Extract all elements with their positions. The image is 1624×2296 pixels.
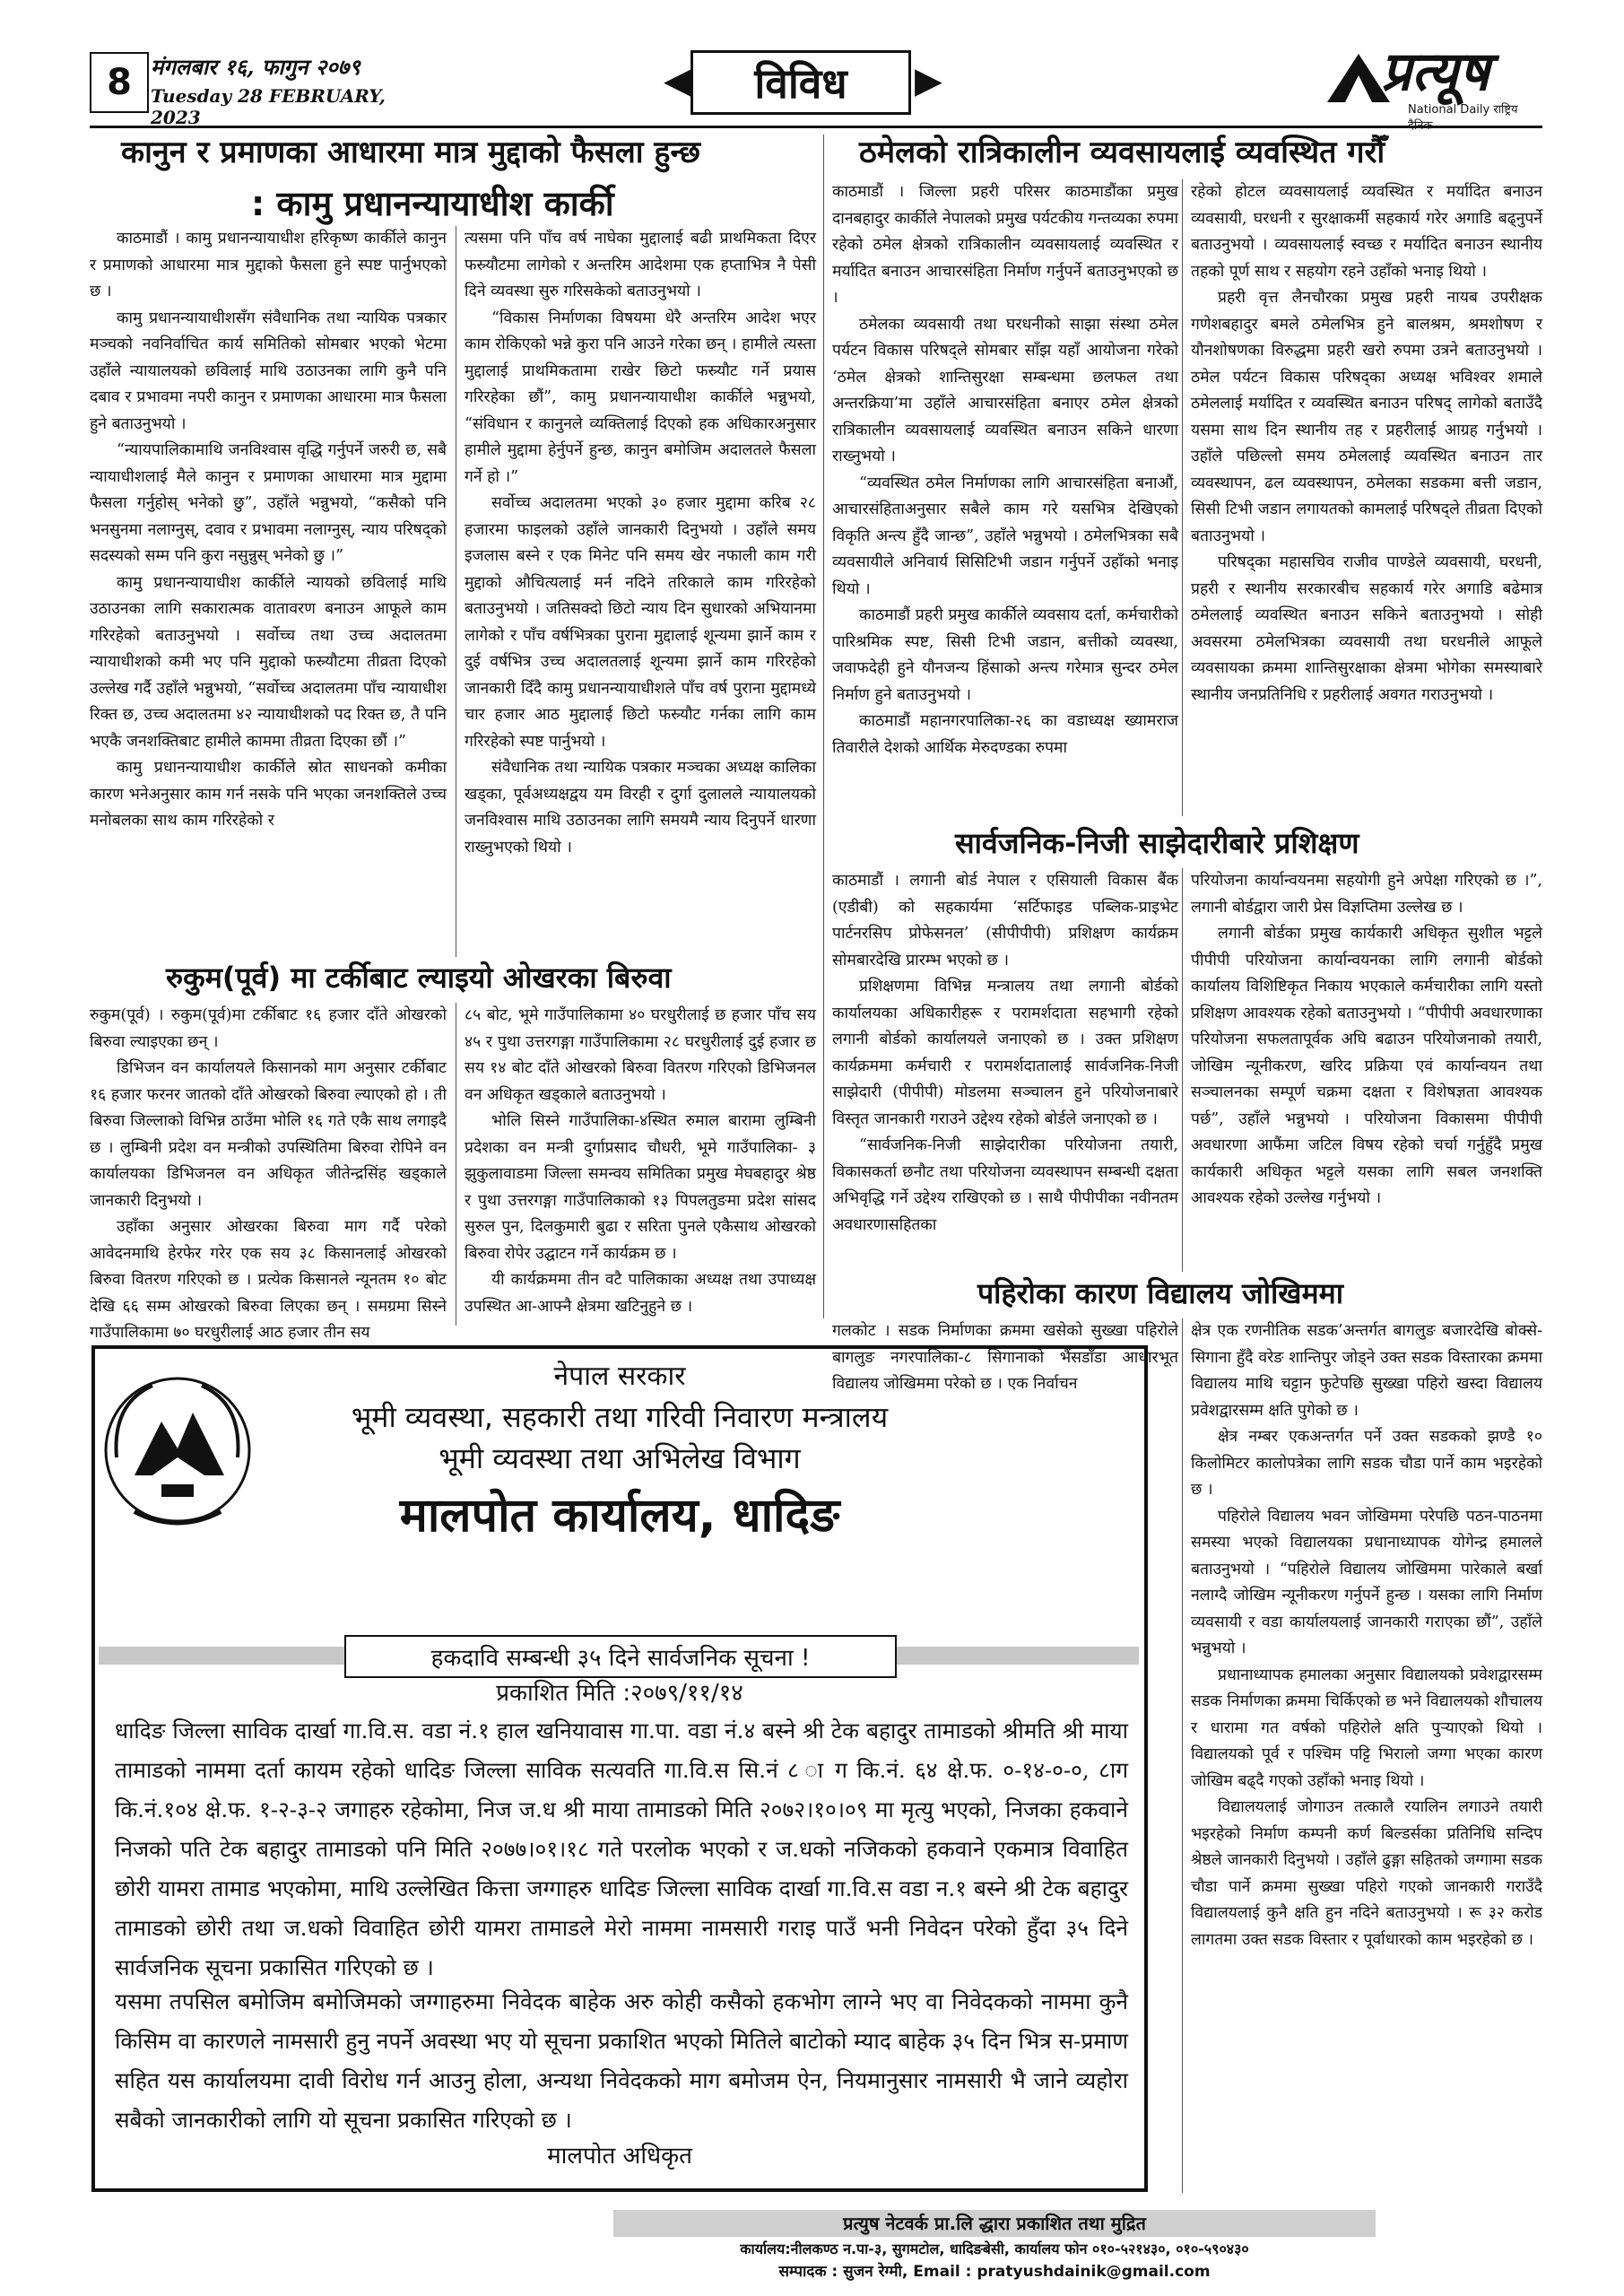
column-rule	[1182, 1318, 1183, 2193]
paragraph: प्रहरी वृत्त लैनचौरका प्रमुख प्रहरी नायब उपरीक्षक गणेशबहादुर बमले ठमेलभित्र हुने बालश्रम, श्रमशोषण र यौनशोषणका विरुद्धमा प्रहरी खरो रुपमा उत्रने बताउनुभयो । ठमेल पर्यटन विकास परिषद्का अध्यक्ष भविश्वर शमाले ठमेललाई मर्यादित र व्यवस्थित बनाउन परिषद् लागेको बताउँदै यसमा साथ दिन स्थानीय तह र प्रहरीलाई आग्रह गर्नुभयो । उहाँले पछिल्लो समय ठमेललाई व्यवस्थित बनाउन तार व्यवस्थापन, ढल व्यवस्थापन, ठमेलका सडकमा बत्ती जडान, सिसी टिभी जडान लगायतको कामलाई परिषद्ले तीव्रता दिएको बताउनुभयो ।	[1191, 289, 1542, 545]
arrow-right-icon: ▶	[915, 60, 942, 101]
paragraph: विद्यालयलाई जोगाउन तत्कालै रयालिन लगाउने तयारी भइरहेको निर्माण कम्पनी कर्ण बिल्डर्सका प्रतिनिधि सन्दिप श्रेष्ठले जानकारी दिनुभयो । उहाँले ढुङ्गा सहितको जग्गामा सडक चौडा पार्ने क्रममा सुख्खा पहिरो गएको जानकारी गराउँदै विद्यालयलाई कुनै क्षति हुन नदिने बताउनुभयो । रू ३२ करोड लागतमा उक्त सडक विस्तार र पूर्वाधारको काम भइरहेको छ ।	[1191, 1798, 1542, 1949]
headline-a5: पहिरोका कारण विद्यालय जोखिममा	[977, 1276, 1344, 1310]
paragraph: ठमेलका व्यवसायी तथा घरधनीको साझा संस्था ठमेल पर्यटन विकास परिषद्ले सोमबार साँझ यहाँ आयोजना गरेको ‘ठमेल क्षेत्रको शान्तिसुरक्षा सम्बन्धमा छलफल तथा अन्तरक्रिया’मा उहाँले आचारसंहिता बनाएर ठमेल क्षेत्रको रात्रिकालीन व्यवसायलाई व्यवस्थित बनाउन सकिने धारणा राख्नुभयो ।	[832, 315, 1178, 465]
paragraph: गलकोट । सडक निर्माणका क्रममा खसेको सुख्खा पहिरोले बागलुङ नगरपालिका-८ सिगानाको भैंसडाँडा आधारभूत विद्यालय जोखिममा परेको छ । एक निर्वाचन	[832, 1322, 1178, 1393]
section-title: विविध	[690, 50, 911, 115]
footer-publisher: प्रत्युष नेटवर्क प्रा.लि द्धारा प्रकाशित तथा मुद्रित	[843, 2213, 1146, 2234]
paragraph: “व्यवस्थित ठमेल निर्माणका लागि आचारसंहिता बनाऔं, आचारसंहिताअनुसार सबैले काम गरे यसभित्र देखिएको विकृति अन्त्य हुँदै जान्छ”, उहाँले भन्नुभयो । ठमेलभित्रका सबै व्यवसायीले अनिवार्य सिसिटिभी जडान गर्नुपर्ने उहाँको भनाइ थियो ।	[832, 474, 1178, 598]
footer-email-link[interactable]: pratyushdainik@gmail.com	[977, 2263, 1211, 2281]
notice-heading: हकदावि सम्बन्धी ३५ दिने सार्वजनिक सूचना !	[344, 1635, 897, 1678]
notice-department: भूमी व्यवस्था तथा अभिलेख विभाग	[439, 1441, 801, 1475]
paragraph: संवैधानिक तथा न्यायिक पत्रकार मञ्चका अध्यक्ष कालिका खड्का, पूर्वअध्यक्षद्वय यम विरही र दुर्गा दुलालले न्यायालयको जनविश्वास माथि उठाउनका लागि समयमै न्याय दिनुपर्ने धारणा राख्नुभएको थियो ।	[465, 759, 816, 857]
footer-editor-line	[613, 2260, 1376, 2283]
paragraph: लगानी बोर्डका प्रमुख कार्यकारी अधिकृत सुशील भट्टले पीपीपी परियोजना कार्यान्वयनका लागि लगानी बोर्डको कार्यालय विशिष्टिकृत निकाय भएकाले कर्मचारीका लागि यस्तो प्रशिक्षण आवश्यक रहेको बताउनुभयो । “पीपीपी अवधारणाका परियोजना सफलतापूर्वक अघि बढाउन परियोजनाको तयारी, जोखिम न्यूनीकरण, खरिद प्रक्रिया एवं कार्यान्वयन तथा सञ्चालनका सम्पूर्ण चक्रमा दक्षता र विशेषज्ञता आवश्यक पर्छ”, उहाँले भन्नुभयो । परियोजना विकासमा पीपीपी अवधारणा आफैंमा जटिल विषय रहेको चर्चा गर्नुहुँदै प्रमुख कार्यकारी अधिकृत भट्टले यसका लागि सबल जनशक्ति आवश्यक रहेको उल्लेख गर्नुभयो ।	[1191, 925, 1542, 1207]
notice-office: मालपोत कार्यालय, धादिङ	[399, 1489, 840, 1543]
paragraph: पहिरोले विद्यालय भवन जोखिममा परेपछि पठन-पाठनमा समस्या भएको विद्यालयका प्रधानाध्यापक योगेन्द्र हमालले बताउनुभयो । “पहिरोले विद्यालय जोखिममा पारेकाले बर्खा नलाग्दै जोखिम न्यूनीकरण गर्नुपर्ने हुन्छ । यसका लागि निर्माण व्यवसायी र वडा कार्यालयलाई जानकारी गराएका छौं”, उहाँले भन्नुभयो ।	[1191, 1507, 1542, 1657]
paragraph: त्यसमा पनि पाँच वर्ष नाघेका मुद्दालाई बढी प्राथमिकता दिएर फस्र्यौटमा लागेको र अन्तरिम आदेशमा एक हप्ताभित्र नै पेसी दिने व्यवस्था सुरु गरिसकेको बताउनुभयो ।	[465, 230, 816, 300]
paragraph: क्षेत्र नम्बर एकअन्तर्गत पर्ने उक्त सडकको झण्डै १० किलोमिटर कालोपत्रेका लागि सडक चौडा पार्ने काम भइरहेको छ ।	[1191, 1428, 1542, 1499]
paragraph: सर्वोच्च अदालतमा भएको ३० हजार मुद्दामा करिब २८ हजारमा फाइलको उहाँले जानकारी दिनुभयो । उहाँले समय इजलास बस्ने र एक मिनेट पनि समय खेर नफाली काम गरी मुद्दाको औचित्यलाई मर्न नदिने तरिकाले काम गरिरहेको बताउनुभयो । जतिसक्दो छिटो न्याय दिन सुधारको अभियानमा लागेको र पाँच वर्षभित्रका पुराना मुद्दालाई शून्यमा झार्ने काम र दुई वर्षभित्र उच्च अदालतलाई शून्यमा झार्ने काम गरिरहेको जानकारी दिँदै कामु प्रधानन्यायाधीशले पाँच वर्ष पुराना मुद्दामध्ये चार हजार आठ मुद्दालाई छिटो फस्र्यौट गर्नका लागि काम गरिरहेको स्पष्ट पार्नुभयो ।	[465, 494, 816, 751]
paragraph: रहेको होटल व्यवसायलाई व्यवस्थित र मर्यादित बनाउन व्यवसायी, घरधनी र सुरक्षाकर्मी सहकार्य गरेर अगाडि बढ्नुपर्ने बताउनुभयो । व्यवसायलाई स्वच्छ र मर्यादित बनाउन स्थानीय तहको पूर्ण साथ र सहयोग रहने उहाँको भनाइ थियो ।	[1191, 183, 1542, 281]
page-number: 8	[90, 52, 149, 113]
header-rule	[90, 126, 1542, 128]
headline-a1-line2: : कामु प्रधानन्यायाधीश कार्की	[251, 184, 614, 223]
paragraph: कामु प्रधानन्यायाधीश कार्कीले स्रोत साधनको कमीका कारण भनेअनुसार काम गर्न नसके पनि भएका जनशक्तिले उच्च मनोबलका साथ काम गरिरहेको र	[90, 759, 447, 830]
paragraph: काठमाडौं । लगानी बोर्ड नेपाल र एसियाली विकास बैंक (एडीबी) को सहकार्यमा ‘सर्टिफाइड पब्लिक-प्राइभेट पार्टनरसिप प्रोफेसनल’ (सीपीपीपी) प्रशिक्षण कार्यक्रम सोमबारदेखि प्रारम्भ भएको छ ।	[832, 872, 1178, 970]
paragraph: डिभिजन वन कार्यालयले किसानको माग अनुसार टर्कीबाट १६ हजार फरनर जातको दाँते ओखरको बिरुवा ल्याएको हो । ती बिरुवा जिल्लाको विभिन्न ठाउँमा भोलि १६ गते एकै साथ लगाइदै छ । लुम्बिनी प्रदेश वन मन्त्रीको उपस्थितिमा बिरुवा रोपिने वन कार्यालयका डिभिजनल वन अधिकृत जीतेन्द्रसिंह खड्काले जानकारी दिनुभयो ।	[90, 1059, 447, 1210]
paragraph: भोलि सिस्ने गाउँपालिका-४स्थित रुमाल बारामा लुम्बिनी प्रदेशका वन मन्त्री दुर्गाप्रसाद चौधरी, भूमे गाउँपालिका- ३ झुकुलावाडमा जिल्ला समन्वय समितिका प्रमुख मेघबहादुर श्रेष्ठ र पुथा उत्तरगङ्गा गाउँपालिकाको १३ पिपलतुङमा प्रदेश सांसद सुरुल पुन, दिलकुमारी बुढा र सरिता पुनले एकैसाथ ओखरको बिरुवा रोपेर उद्घाटन गर्ने कार्यक्रम छ ।	[465, 1112, 816, 1263]
column-rule	[823, 135, 824, 1318]
paragraph: काठमाडौं प्रहरी प्रमुख कार्कीले व्यवसाय दर्ता, कर्मचारीको पारिश्रमिक स्पष्ट, सिसी टिभी जडान, बत्तीको व्यवस्था, जवाफदेही हुने यौनजन्य हिंसाको अन्त्य गरेमात्र सुन्दर ठमेल निर्माण हुने बताउनुभयो ।	[832, 606, 1178, 704]
paragraph: काठमाडौं महानगरपालिका-२६ का वडाध्यक्ष ख्यामराज तिवारीले देशको आर्थिक मेरुदण्डका रुपमा	[832, 712, 1178, 757]
paragraph: रुकुम(पूर्व) । रुकुम(पूर्व)मा टर्कीबाट १६ हजार दाँते ओखरको बिरुवा ल्याइएका छन् ।	[90, 1006, 447, 1051]
headline-a4: सार्वजनिक-निजी साझेदारीबारे प्रशिक्षण	[955, 826, 1359, 860]
headline-a3: रुकुम(पूर्व) मा टर्कीबाट ल्याइयो ओखरका बिरुवा	[166, 961, 672, 995]
logo-text: प्रत्यूष	[1381, 40, 1490, 103]
paragraph: “सार्वजनिक-निजी साझेदारीका परियोजना तयारी, विकासकर्ता छनौट तथा परियोजना व्यवस्थापन सम्बन्धी दक्षता अभिवृद्धि गर्ने उद्देश्य राखिएको छ । साथै पीपीपीका नवीनतम अवधारणासहितका	[832, 1136, 1178, 1234]
notice-paragraph-2: यसमा तपसिल बमोजिम बमोजिमको जग्गाहरुमा निवेदक बाहेक अरु कोही कसैको हकभोग लाग्ने भए वा निवेदकको नाममा कुनै किसिम वा कारणले नामसारी हुनु नपर्ने अवस्था भए यो सूचना प्रकाशित भएको मितिले बाटोको म्याद बाहेक ३५ दिन भित्र स-प्रमाण सहित यस कार्यालयमा दावी विरोध गर्न आउनु होला, अन्यथा निवेदकको माग बमोजम ऐन, नियमानुसार नामसारी भै जाने व्यहोरा सबैको जानकारीको लागि यो सूचना प्रकासित गरिएको छ ।	[115, 1988, 1128, 2133]
paragraph: “न्यायपालिकामाथि जनविश्वास वृद्धि गर्नुपर्ने जरुरी छ, सबै न्यायाधीशलाई मैले कानुन र प्रमाणका आधारमा मात्र मुद्दामा फैसला गर्नुहोस् भनेको छु”, उहाँले भन्नुभयो, “कसैको पनि भनसुनमा नलाग्नुस्, दवाव र प्रभावमा नलाग्नुस्, न्याय परिषद्को सदस्यको सम्म पनि कुरा नसुन्नुस् भनेको छु ।”	[90, 441, 447, 565]
column-rule	[1182, 179, 1183, 816]
paragraph: प्रधानाध्यापक हमालका अनुसार विद्यालयको प्रवेशद्वारसम्म सडक निर्माणका क्रममा चिर्किएको छ भने विद्यालयको शौचालय र धारामा गत वर्षको पहिरोले क्षति पुऱ्याएको थियो । विद्यालयको पूर्व र पश्चिम पट्टि भिरालो जग्गा भएका कारण जोखिम बढ्दै गएको उहाँको भनाइ थियो ।	[1191, 1665, 1542, 1790]
nepal-emblem-icon	[99, 1368, 256, 1534]
paragraph: काठमाडौं । जिल्ला प्रहरी परिसर काठमाडौंका प्रमुख दानबहादुर कार्कीले नेपालको प्रमुख पर्यटकीय गन्तव्यका रुपमा रहेको ठमेल क्षेत्रको रात्रिकालीन व्यवसायलाई व्यवस्थित र मर्यादित बनाउन आचारसंहिता निर्माण गर्नुपर्ने बताउनुभएको छ ।	[832, 183, 1178, 307]
article-a2-col1	[832, 179, 1178, 761]
article-a2-col2	[1191, 179, 1542, 709]
article-a1-col1	[90, 226, 447, 835]
notice-published-date: प्रकाशित मिति :२०७९/११/१४	[496, 1680, 743, 1707]
paragraph: प्रशिक्षणमा विभिन्न मन्त्रालय तथा लगानी बोर्डको कार्यालयका अधिकारीहरू र परामर्शदाता सहभागी रहेको लगानी बोर्डको कार्यालयले जनाएको छ । उक्त प्रशिक्षण कार्यक्रममा कर्मचारी र परामर्शदातालाई सार्वजनिक-निजी साझेदारी (पीपीपी) मोडलमा सञ्चालन हुने परियोजनाबारे विस्तृत जानकारी गराउने उद्देश्य रहेको बोर्डले जनाएको छ ।	[832, 978, 1178, 1128]
date-nepali: मंगलबार १६, फागुन २०७९	[151, 54, 360, 80]
article-a3-col1	[90, 1003, 447, 1347]
paragraph: काठमाडौं । कामु प्रधानन्यायाधीश हरिकृष्ण कार्कीले कानुन र प्रमाणको आधारमा मात्र मुद्दाको फैसला हुने स्पष्ट पार्नुभएको छ ।	[90, 230, 447, 300]
date-block	[151, 52, 429, 128]
footer	[613, 2208, 1376, 2283]
paragraph: परिषद्का महासचिव राजीव पाण्डेले व्यवसायी, घरधनी, प्रहरी र स्थानीय सरकारबीच सहकार्य गरेर अगाडि बढेमात्र ठमेललाई व्यवस्थित बनाउन सकिने बताउनुभयो । सोही अवसरमा ठमेलभित्रका व्यवसायी तथा घरधनीले आफूले व्यवसायका क्रममा शान्तिसुरक्षाका क्षेत्रमा भोगेका समस्याबारे स्थानीय जनप्रतिनिधि र प्रहरीलाई अवगत गराउनुभयो ।	[1191, 553, 1542, 704]
notice-signature: मालपोत अधिकृत	[547, 2143, 692, 2170]
headline-a2: ठमेलको रात्रिकालीन व्यवसायलाई व्यवस्थित गरौँ	[859, 135, 1385, 170]
date-english: Tuesday 28 FEBRUARY, 2023	[151, 85, 386, 128]
article-a4-col2	[1191, 868, 1542, 1213]
paragraph: “विकास निर्माणका विषयमा धेरै अन्तरिम आदेश भएर काम रोकिएको भन्ने कुरा पनि आउने गरेका छन् । हामीले त्यस्ता मुद्दालाई प्राथमिकतामा राखेर छिटो फस्र्यौट गर्ने प्रयास गरिरहेका छौं”, कामु प्रधानन्यायाधीश कार्कीले भन्नुभयो, “संविधान र कानुनले व्यक्तिलाई दिएको हक अधिकारअनुसार हामीले मुद्दामा हेर्नुपर्ने हुन्छ, कानुन बमोजिम अदालतले फैसला गर्ने हो ।”	[465, 309, 816, 486]
footer-editor: सम्पादक : सुजन रेग्मी, Email :	[778, 2263, 977, 2281]
article-a4-col1	[832, 868, 1178, 1239]
paragraph: ८५ बोट, भूमे गाउँपालिकामा ४० घरधुरीलाई छ हजार पाँच सय ४५ र पुथा उत्तरगङ्गा गाउँपालिकामा २८ घरधुरीलाई दुई हजार छ सय १४ बोट दाँते ओखरको बिरुवा वितरण गरिएको डिभिजनल वन अधिकृत खड्काले बताउनुभयो ।	[465, 1006, 816, 1104]
paragraph: परियोजना कार्यान्वयनमा सहयोगी हुने अपेक्षा गरिएको छ ।”, लगानी बोर्डद्वारा जारी प्रेस विज्ञप्तिमा उल्लेख छ ।	[1191, 872, 1542, 917]
arrow-left-icon: ◀	[664, 60, 691, 101]
paragraph: कामु प्रधानन्यायाधीशसँग संवैधानिक तथा न्यायिक पत्रकार मञ्चको नवनिर्वाचित कार्य समितिको सोमबार भएको भेटमा उहाँले न्यायालयको छविलाई माथि उठाउनका लागि कुनै पनि दबाव र प्रभावमा नपरी कानुन र प्रमाणका आधारमा मात्र फैसला हुने बताउनुभयो ।	[90, 309, 447, 433]
article-a5-col2	[1191, 1318, 1542, 1953]
masthead-logo	[1318, 40, 1542, 133]
logo-subtitle: National Daily राष्ट्रिय दैनिक	[1408, 103, 1518, 133]
paragraph: उहाँका अनुसार ओखरका बिरुवा माग गर्दै परेको आवेदनमाथि हेरफेर गरेर एक सय ३८ किसानलाई ओखरको बिरुवा वितरण गरिएको छ । प्रत्येक किसानले न्यूनतम १० बोट देखि ६६ सम्म ओखरको बिरुवा लिएका छन् । समग्रमा सिस्ने गाउँपालिकामा ७० घरधुरीलाई आठ हजार तीन सय	[90, 1218, 447, 1342]
headline-a1-line1: कानुन र प्रमाणका आधारमा मात्र मुद्दाको फैसला हुन्छ	[121, 135, 700, 170]
column-rule	[1182, 868, 1183, 1272]
article-a3-col2	[465, 1003, 816, 1320]
paragraph: क्षेत्र एक रणनीतिक सडक’अन्तर्गत बागलुङ बजारदेखि बोक्से-सिगाना हुँदै वरेङ शान्तिपुर जोड्ने उक्त सडक विस्तारका क्रममा विद्यालय माथि चट्टान फुटेपछि सुख्खा पहिरो खस्दा विद्यालय प्रवेशद्वारसम्म क्षति पुगेको छ ।	[1191, 1322, 1542, 1420]
notice-ministry: भूमी व्यवस्था, सहकारी तथा गरिवी निवारण मन्त्रालय	[351, 1400, 889, 1434]
paragraph: कामु प्रधानन्यायाधीश कार्कीले न्यायको छविलाई माथि उठाउनका लागि सकारात्मक वातावरण बनाउन आफूले काम गरिरहेको बताउनुभयो । सर्वोच्च तथा उच्च अदालतमा न्यायाधीशको कमी भए पनि मुद्दाको फस्र्यौटमा तीव्रता दिएको उल्लेख गर्दै उहाँले भन्नुभयो, “सर्वोच्च अदालतमा पाँच न्यायाधीश रिक्त छ, उच्च अदालतमा ४२ न्यायाधीशको पद रिक्त छ, तै पनि भएकै जनशक्तिबाट हामीले काममा तीव्रता दिएका छौं ।”	[90, 573, 447, 751]
notice-paragraph-1: धादिङ जिल्ला साविक दार्खा गा.वि.स. वडा नं.१ हाल खनियावास गा.पा. वडा नं.४ बस्ने श्री टेक बहादुर तामाडको श्रीमति श्री माया तामाडको नाममा दर्ता कायम रहेको धादिङ जिल्ला साविक सत्यवति गा.वि.स सि.नं ८ ा ग कि.नं. ६४ क्षे.फ. ०-१४-०-०, ८ाग कि.नं.१०४ क्षे.फ. १-२-३-२ जगाहरु रहेकोमा, निज ज.ध श्री माया तामाडको मिति २०७२।१०।०९ मा मृत्यु भएको, निजका हकवाने निजको पति टेक बहादुर तामाडको पनि मिति २०७७।०१।१८ गते परलोक भएको र ज.धको नजिकको हकवाने एकमात्र विवाहित छोरी यामरा तामाड भएकोमा, माथि उल्लेखित कित्ता जग्गाहरु धादिङ जिल्ला साविक दार्खा गा.वि.स वडा न.१ बस्ने श्री टेक बहादुर तामाडको छोरी तथा ज.धको विवाहित छोरी यामरा तामाडले मेरो नाममा नामसारी गराइ पाउँ भनी निवेदन परेको हुँदा ३५ दिने सार्वजनिक सूचना प्रकासित गरिएको छ ।	[115, 1718, 1128, 1980]
article-a1-col2	[465, 226, 816, 861]
notice-government: नेपाल सरकार	[553, 1361, 686, 1392]
footer-address: कार्यालय:नीलकण्ठ न.पा-३, सुगमटोल, धादिङबेसी, कार्यालय फोन ०१०-५२१४३०, ०१०-५९०४३०	[740, 2240, 1249, 2257]
paragraph: यी कार्यक्रममा तीन वटै पालिकाका अध्यक्ष तथा उपाध्यक्ष उपस्थित आ-आफ्नै क्षेत्रमा खटिनुहुने छ ।	[465, 1271, 816, 1316]
